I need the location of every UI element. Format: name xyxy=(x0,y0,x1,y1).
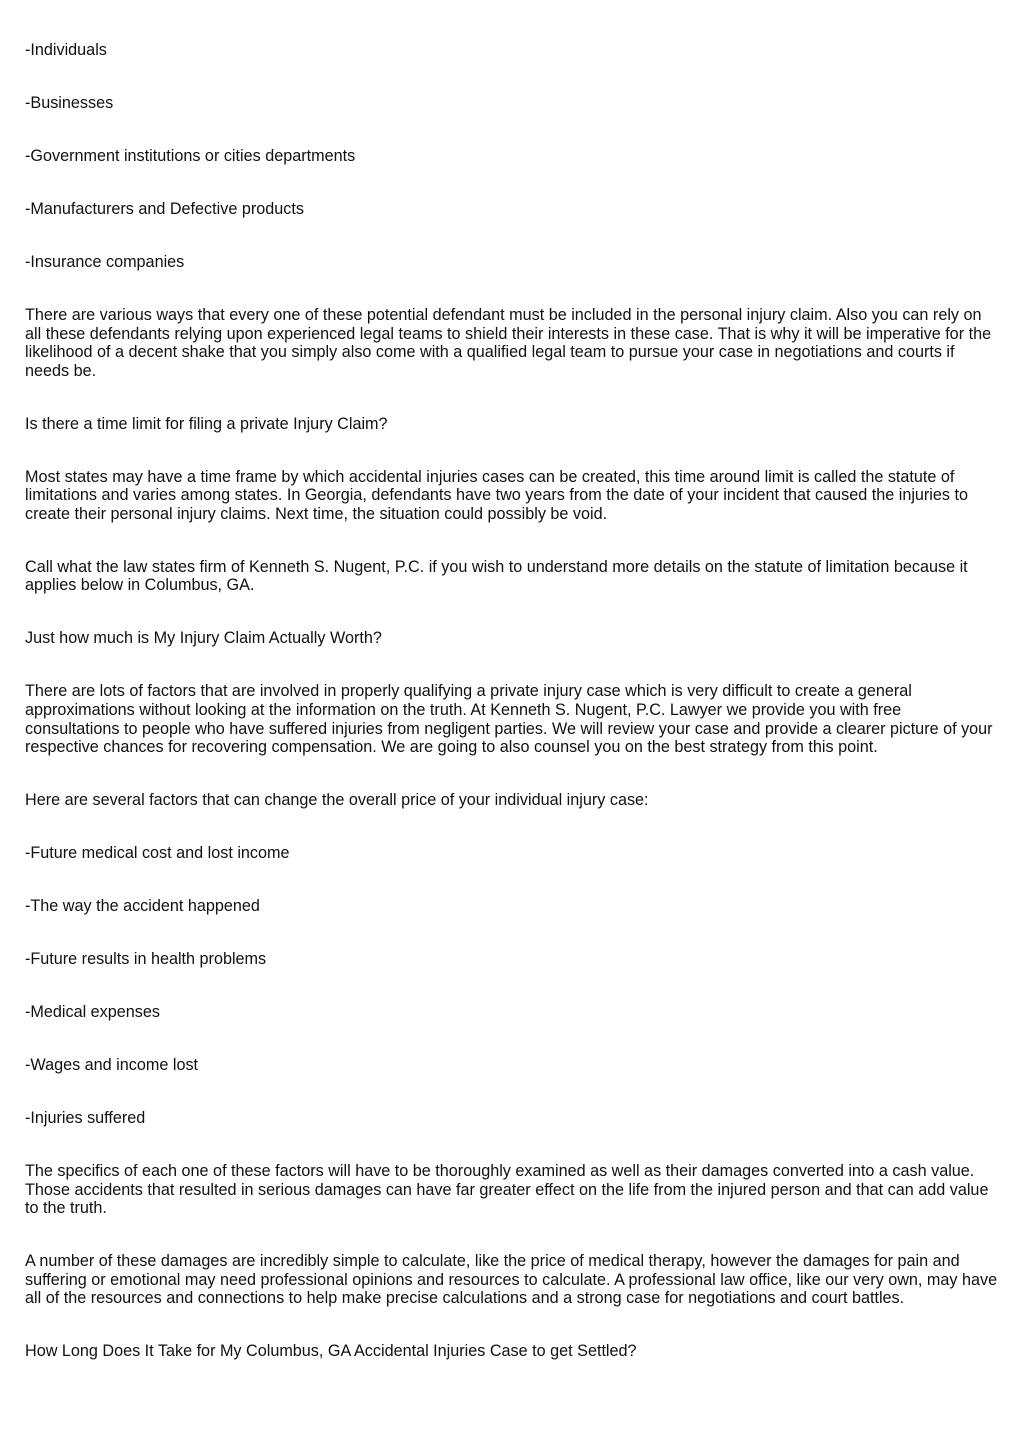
paragraph: Most states may have a time frame by which accidental injuries cases can be created, this time around limit is called the statute of limitations and varies among states. In Georgia, defendants have two years from the date of your incident that caused the injuries to create their personal injury claims. Next time, the situation could possibly be void. xyxy=(25,467,969,523)
paragraph: There are lots of factors that are involved in properly qualifying a private injury case which is very difficult to create a general approximations without looking at the information on the truth. At Kenneth S. Nugent, P.C. Lawyer we provide you with free consultations to people who have suffered injuries from negligent parties. We will review your case and provide a clearer picture of your respective chances for recovering compensation. We are going to also counsel you on the best strategy from this point. xyxy=(25,682,993,757)
list-item: -Future medical cost and lost income xyxy=(25,844,290,863)
list-item: -Manufacturers and Defective products xyxy=(25,199,304,218)
section-question: How Long Does It Take for My Columbus, GA Accidental Injuries Case to get Settled? xyxy=(25,1342,637,1361)
list-item: -Businesses xyxy=(25,93,114,112)
list-item: -Government institutions or cities departments xyxy=(25,146,356,165)
list-item: -Insurance companies xyxy=(25,252,185,271)
list-item: -Wages and income lost xyxy=(25,1056,199,1075)
paragraph: Call what the law states firm of Kenneth S. Nugent, P.C. if you wish to understand more details on the statute of limitation because it applies below in Columbus, GA. xyxy=(25,557,968,595)
list-item: -The way the accident happened xyxy=(25,897,260,916)
paragraph: A number of these damages are incredibly simple to calculate, like the price of medical therapy, however the damages for pain and suffering or emotional may need professional opinions and resources to calculate. A professional law office, like our very own, may have all of the resources and connections to help make precise calculations and a strong case for negotiations and court battles. xyxy=(25,1252,998,1308)
paragraph: There are various ways that every one of these potential defendant must be included in the personal injury claim. Also you can rely on all these defendants relying upon experienced legal teams to shield their interests in these case. That is why it will be imperative for the likelihood of a decent shake that you simply also come with a qualified legal team to pursue your case in negotiations and courts if needs be. xyxy=(25,305,992,380)
document-page xyxy=(25,41,1000,1395)
list-item: -Medical expenses xyxy=(25,1003,160,1022)
paragraph: Here are several factors that can change the overall price of your individual injury case: xyxy=(25,791,649,810)
list-item: -Individuals xyxy=(25,41,107,59)
paragraph: The specifics of each one of these factors will have to be thoroughly examined as well as their damages converted into a cash value. Those accidents that resulted in serious damages can have far greater effect on the life from the injured person and that can add value to the truth. xyxy=(25,1162,989,1218)
list-item: -Injuries suffered xyxy=(25,1109,146,1128)
section-question: Is there a time limit for filing a private Injury Claim? xyxy=(25,414,388,433)
section-question: Just how much is My Injury Claim Actually Worth? xyxy=(25,629,382,648)
list-item: -Future results in health problems xyxy=(25,950,267,969)
